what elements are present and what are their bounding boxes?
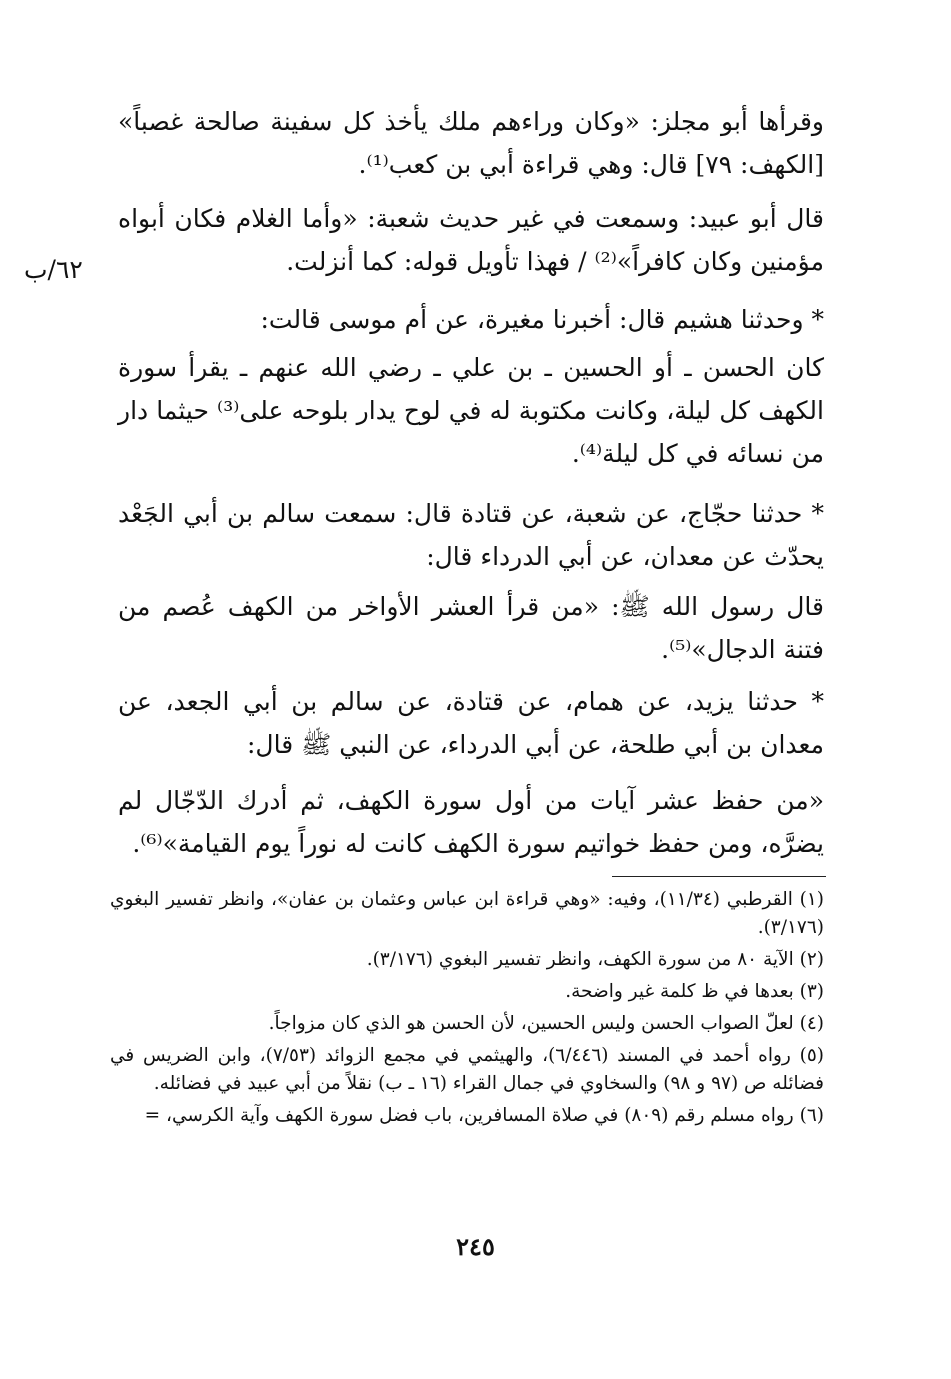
- paragraph-text: قال أبو عبيد: وسمعت في غير حديث شعبة: «وأما الغلام فكان أبواه مؤمنين وكان كافراً»⁽²⁾ / فهذا تأويل قوله: كما أنزلت.: [118, 204, 824, 276]
- footnote-2: (٢) الآية ٨٠ من سورة الكهف، وانظر تفسير البغوي (٣/١٧٦).: [366, 949, 824, 970]
- paragraph-7: [118, 680, 824, 766]
- page-number: ٢٤٥: [456, 1232, 495, 1261]
- paragraph-5: [118, 492, 824, 578]
- manuscript-folio-note: ٦٢/ب: [24, 255, 83, 284]
- footnote-1: (١) القرطبي (١١/٣٤)، وفيه: «وهي قراءة ابن عباس وعثمان بن عفان»، وانظر تفسير البغوي (٣/١٧٦).: [110, 889, 825, 938]
- footnote-3: (٣) بعدها في ظ كلمة غير واضحة.: [565, 981, 824, 1002]
- paragraph-4: [118, 346, 824, 475]
- footnote-6: (٦) رواه مسلم رقم (٨٠٩) في صلاة المسافرين، باب فضل سورة الكهف وآية الكرسي، =: [144, 1105, 824, 1126]
- paragraph-text: «من حفظ عشر آيات من أول سورة الكهف، ثم أدرك الدّجّال لم يضرَّه، ومن حفظ خواتيم سورة الكهف كانت له نوراً يوم القيامة»⁽⁶⁾.: [118, 786, 824, 858]
- paragraph-text: قال رسول الله ﷺ: «من قرأ العشر الأواخر من الكهف عُصم من فتنة الدجال»⁽⁵⁾.: [118, 592, 824, 664]
- paragraph-text: * حدثنا حجّاج، عن شعبة، عن قتادة قال: سمعت سالم بن أبي الجَعْد يحدّث عن معدان، عن أبي الدرداء قال:: [118, 499, 824, 571]
- footnote-4: (٤) لعلّ الصواب الحسن وليس الحسين، لأن الحسن هو الذي كان مزواجاً.: [268, 1013, 824, 1034]
- footnote-5: (٥) رواه أحمد في المسند (٦/٤٤٦)، والهيثمي في مجمع الزوائد (٧/٥٣)، وابن الضريس في فضائله ص (٩٧ و ٩٨) والسخاوي في جمال القراء (١٦ ـ ب) نقلاً من أبي عبيد في فضائله.: [110, 1045, 824, 1094]
- paragraph-text: * حدثنا يزيد، عن همام، عن قتادة، عن سالم بن أبي الجعد، عن معدان بن أبي طلحة، عن أبي الدرداء، عن النبي ﷺ قال:: [118, 687, 824, 759]
- paragraph-3: [118, 298, 824, 341]
- paragraph-text: * وحدثنا هشيم قال: أخبرنا مغيرة، عن أم موسى قالت:: [260, 305, 824, 334]
- paragraph-2: [118, 197, 824, 283]
- paragraph-1: [118, 100, 824, 186]
- paragraph-text: كان الحسن ـ أو الحسين ـ بن علي ـ رضي الله عنهم ـ يقرأ سورة الكهف كل ليلة، وكانت مكتوبة له في لوح يدار بلوحه على⁽³⁾ حيثما دار من نسائه في كل ليلة⁽⁴⁾.: [118, 353, 824, 468]
- paragraph-6: [118, 585, 824, 671]
- footnotes: [110, 886, 824, 1134]
- paragraph-8: [118, 779, 824, 865]
- footnote-divider: [612, 876, 826, 877]
- paragraph-text: وقرأها أبو مجلز: «وكان وراءهم ملك يأخذ كل سفينة صالحة غصباً» [الكهف: ٧٩] قال: وهي قراءة أبي بن كعب⁽¹⁾.: [118, 107, 824, 179]
